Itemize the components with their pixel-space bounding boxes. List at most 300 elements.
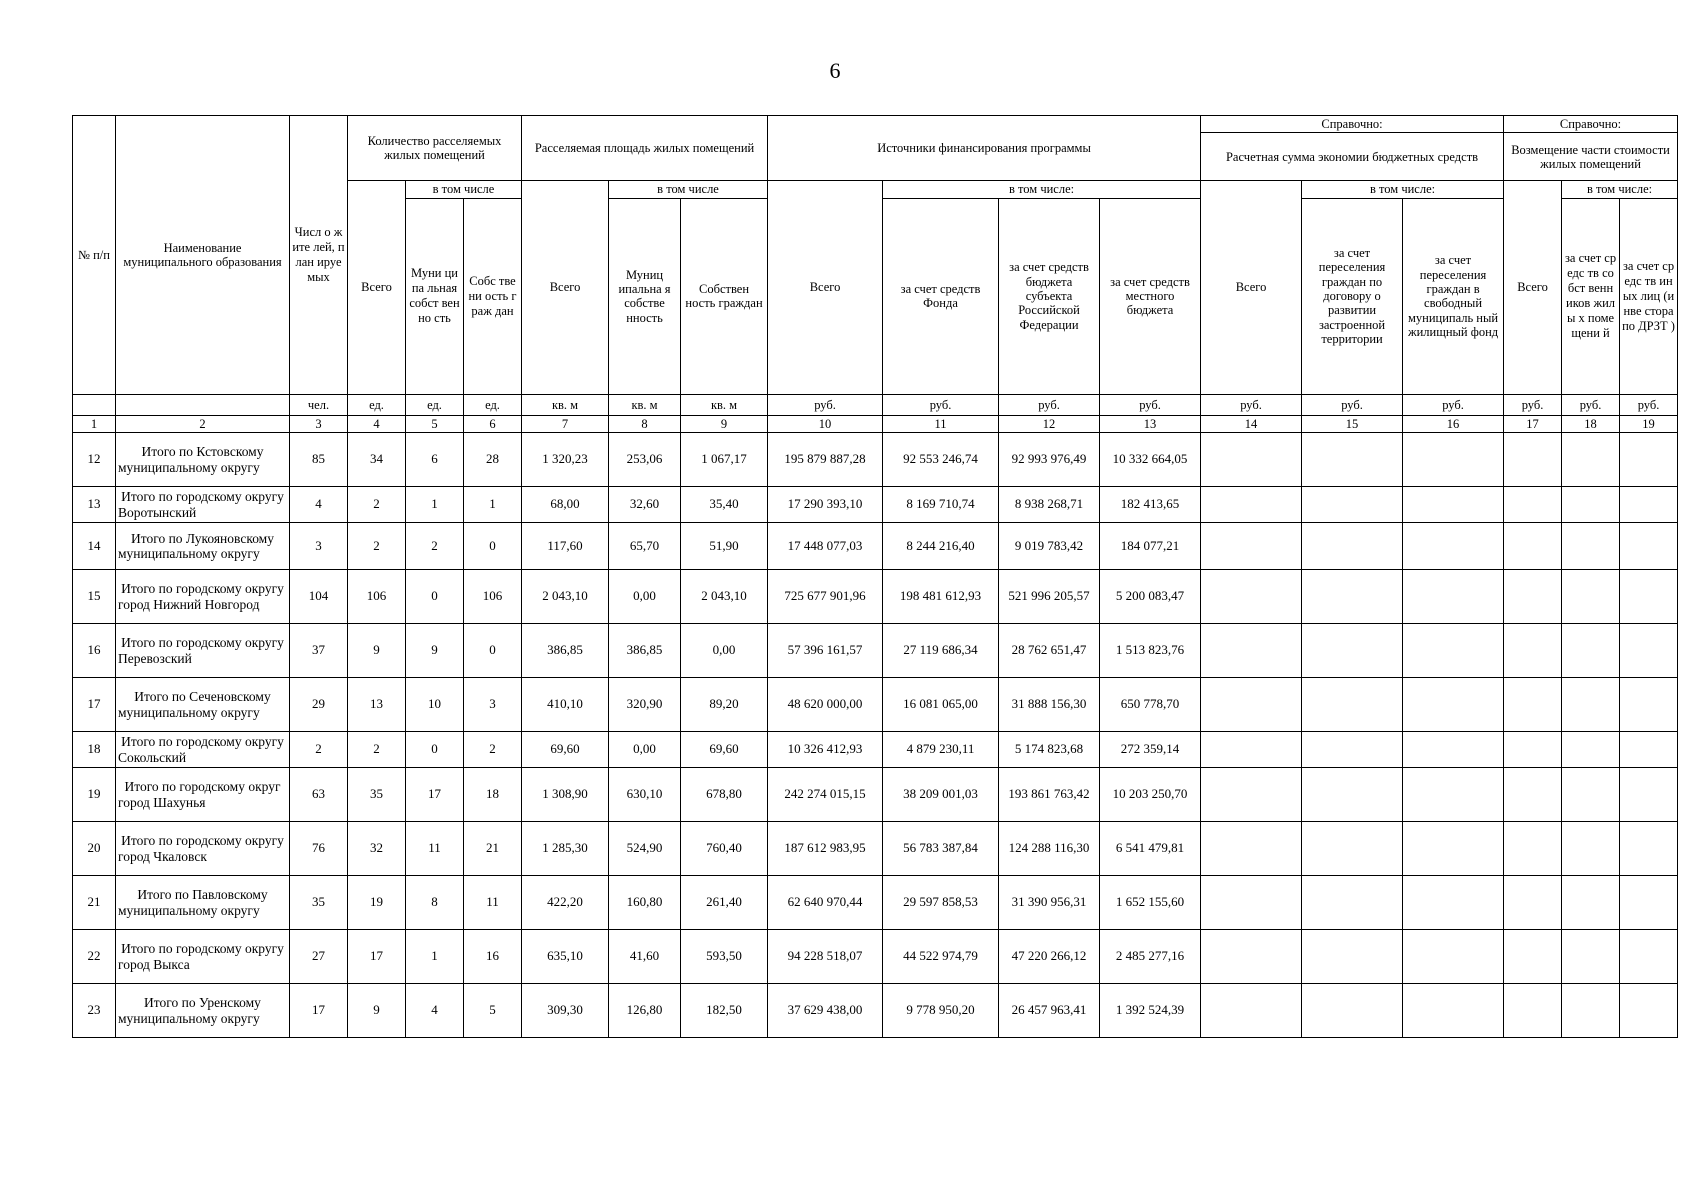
empty-cell-c15 [1302, 433, 1403, 487]
value-cell-c11: 92 553 246,74 [883, 433, 999, 487]
value-cell-c3: 37 [290, 624, 348, 678]
empty-cell-c16 [1403, 732, 1504, 768]
value-cell-c7: 422,20 [522, 876, 609, 930]
value-cell-c12: 26 457 963,41 [999, 984, 1100, 1038]
unit-cell: руб. [1504, 394, 1562, 415]
header-ref2-total: Всего [1504, 181, 1562, 394]
value-cell-c8: 630,10 [609, 768, 681, 822]
empty-cell-c16 [1403, 523, 1504, 570]
value-cell-c5: 6 [406, 433, 464, 487]
value-cell-c9: 69,60 [681, 732, 768, 768]
value-cell-c7: 117,60 [522, 523, 609, 570]
value-cell-c11: 4 879 230,11 [883, 732, 999, 768]
value-cell-c9: 0,00 [681, 624, 768, 678]
empty-cell-c15 [1302, 984, 1403, 1038]
table-row [73, 678, 1678, 732]
unit-cell [116, 394, 290, 415]
value-cell-c13: 10 332 664,05 [1100, 433, 1201, 487]
value-cell-c7: 1 308,90 [522, 768, 609, 822]
empty-cell-c14 [1201, 768, 1302, 822]
value-cell-c13: 6 541 479,81 [1100, 822, 1201, 876]
row-number: 12 [73, 433, 116, 487]
value-cell-c6: 21 [464, 822, 522, 876]
municipality-name: Итого по городскому округу город Чкаловск [116, 822, 290, 876]
value-cell-c10: 242 274 015,15 [768, 768, 883, 822]
empty-cell-c17 [1504, 624, 1562, 678]
empty-cell-c16 [1403, 822, 1504, 876]
value-cell-c9: 35,40 [681, 487, 768, 523]
value-cell-c12: 28 762 651,47 [999, 624, 1100, 678]
unit-cell: кв. м [522, 394, 609, 415]
empty-cell-c18 [1562, 433, 1620, 487]
empty-cell-c16 [1403, 624, 1504, 678]
header-others: за счет средс тв иных лиц (инве стора по ДРЗТ ) [1620, 198, 1678, 394]
empty-cell-c15 [1302, 768, 1403, 822]
value-cell-c5: 0 [406, 570, 464, 624]
table-row [73, 433, 1678, 487]
table-row [73, 570, 1678, 624]
resettlement-table [72, 115, 1678, 1038]
value-cell-c7: 410,10 [522, 678, 609, 732]
value-cell-c3: 85 [290, 433, 348, 487]
empty-cell-c15 [1302, 876, 1403, 930]
value-cell-c9: 678,80 [681, 768, 768, 822]
header-ref1-group: Расчетная сумма экономии бюджетных средств [1201, 133, 1504, 181]
empty-cell-c14 [1201, 930, 1302, 984]
value-cell-c12: 31 888 156,30 [999, 678, 1100, 732]
value-cell-c5: 11 [406, 822, 464, 876]
value-cell-c11: 44 522 974,79 [883, 930, 999, 984]
empty-cell-c14 [1201, 876, 1302, 930]
header-local-budget: за счет средств местного бюджета [1100, 198, 1201, 394]
value-cell-c7: 386,85 [522, 624, 609, 678]
municipality-name: Итого по городскому округу город Нижний Новгород [116, 570, 290, 624]
value-cell-c3: 63 [290, 768, 348, 822]
column-number-cell: 15 [1302, 415, 1403, 432]
value-cell-c11: 8 169 710,74 [883, 487, 999, 523]
value-cell-c10: 37 629 438,00 [768, 984, 883, 1038]
unit-cell: руб. [883, 394, 999, 415]
value-cell-c8: 126,80 [609, 984, 681, 1038]
empty-cell-c19 [1620, 930, 1678, 984]
empty-cell-c14 [1201, 433, 1302, 487]
unit-cell: чел. [290, 394, 348, 415]
value-cell-c10: 725 677 901,96 [768, 570, 883, 624]
row-number: 15 [73, 570, 116, 624]
header-fund: за счет средств Фонда [883, 198, 999, 394]
value-cell-c3: 3 [290, 523, 348, 570]
row-number: 13 [73, 487, 116, 523]
header-resettle-free: за счет переселения граждан в свободный муниципаль ный жилищный фонд [1403, 198, 1504, 394]
value-cell-c9: 760,40 [681, 822, 768, 876]
municipality-name: Итого по городскому округу Сокольский [116, 732, 290, 768]
value-cell-c7: 69,60 [522, 732, 609, 768]
unit-cell: кв. м [681, 394, 768, 415]
value-cell-c11: 29 597 858,53 [883, 876, 999, 930]
column-number-cell: 18 [1562, 415, 1620, 432]
unit-cell: руб. [1302, 394, 1403, 415]
empty-cell-c18 [1562, 876, 1620, 930]
column-number-cell: 9 [681, 415, 768, 432]
empty-cell-c14 [1201, 624, 1302, 678]
value-cell-c6: 11 [464, 876, 522, 930]
municipality-name: Итого по Сеченовскому муниципальному округу [116, 678, 290, 732]
value-cell-c3: 4 [290, 487, 348, 523]
value-cell-c10: 62 640 970,44 [768, 876, 883, 930]
unit-cell: руб. [1403, 394, 1504, 415]
value-cell-c13: 182 413,65 [1100, 487, 1201, 523]
empty-cell-c15 [1302, 822, 1403, 876]
value-cell-c12: 124 288 116,30 [999, 822, 1100, 876]
value-cell-c5: 9 [406, 624, 464, 678]
table-row [73, 624, 1678, 678]
value-cell-c10: 57 396 161,57 [768, 624, 883, 678]
empty-cell-c19 [1620, 876, 1678, 930]
empty-cell-c17 [1504, 876, 1562, 930]
empty-cell-c19 [1620, 822, 1678, 876]
municipality-name: Итого по Кстовскому муниципальному округу [116, 433, 290, 487]
header-area-total: Всего [522, 181, 609, 394]
value-cell-c9: 89,20 [681, 678, 768, 732]
unit-cell [73, 394, 116, 415]
table-row [73, 487, 1678, 523]
row-number: 22 [73, 930, 116, 984]
empty-cell-c17 [1504, 822, 1562, 876]
value-cell-c5: 0 [406, 732, 464, 768]
header-ref1-incl: в том числе: [1302, 181, 1504, 198]
header-resettle-contract: за счет переселения граждан по договору о развитии застроенной территории [1302, 198, 1403, 394]
value-cell-c13: 5 200 083,47 [1100, 570, 1201, 624]
column-number-cell: 5 [406, 415, 464, 432]
value-cell-c8: 320,90 [609, 678, 681, 732]
value-cell-c7: 309,30 [522, 984, 609, 1038]
value-cell-c6: 0 [464, 624, 522, 678]
column-number-cell: 7 [522, 415, 609, 432]
row-number: 14 [73, 523, 116, 570]
value-cell-c6: 0 [464, 523, 522, 570]
value-cell-c3: 2 [290, 732, 348, 768]
value-cell-c13: 1 513 823,76 [1100, 624, 1201, 678]
empty-cell-c19 [1620, 570, 1678, 624]
value-cell-c12: 193 861 763,42 [999, 768, 1100, 822]
value-cell-c12: 9 019 783,42 [999, 523, 1100, 570]
header-residents: Числ о жите лей, план ируе мых [290, 116, 348, 395]
empty-cell-c18 [1562, 984, 1620, 1038]
empty-cell-c16 [1403, 678, 1504, 732]
value-cell-c12: 5 174 823,68 [999, 732, 1100, 768]
empty-cell-c14 [1201, 523, 1302, 570]
header-ref2-top: Справочно: [1504, 116, 1678, 133]
value-cell-c9: 1 067,17 [681, 433, 768, 487]
row-number: 21 [73, 876, 116, 930]
empty-cell-c18 [1562, 768, 1620, 822]
value-cell-c13: 2 485 277,16 [1100, 930, 1201, 984]
header-ref1-total: Всего [1201, 181, 1302, 394]
value-cell-c7: 68,00 [522, 487, 609, 523]
value-cell-c3: 76 [290, 822, 348, 876]
unit-cell: руб. [1620, 394, 1678, 415]
column-number-cell: 8 [609, 415, 681, 432]
empty-cell-c17 [1504, 768, 1562, 822]
empty-cell-c16 [1403, 487, 1504, 523]
header-units-total: Всего [348, 181, 406, 394]
value-cell-c3: 17 [290, 984, 348, 1038]
value-cell-c5: 17 [406, 768, 464, 822]
value-cell-c5: 4 [406, 984, 464, 1038]
empty-cell-c17 [1504, 930, 1562, 984]
header-name: Наименование муниципального образования [116, 116, 290, 395]
header-area-group: Расселяемая площадь жилых помещений [522, 116, 768, 181]
empty-cell-c16 [1403, 984, 1504, 1038]
header-ref2-incl: в том числе: [1562, 181, 1678, 198]
value-cell-c12: 8 938 268,71 [999, 487, 1100, 523]
row-number: 17 [73, 678, 116, 732]
column-number-cell: 10 [768, 415, 883, 432]
column-numbers-row [73, 415, 1678, 432]
value-cell-c6: 3 [464, 678, 522, 732]
value-cell-c8: 386,85 [609, 624, 681, 678]
header-finance-group: Источники финансирования программы [768, 116, 1201, 181]
column-number-cell: 6 [464, 415, 522, 432]
table-row [73, 523, 1678, 570]
empty-cell-c15 [1302, 732, 1403, 768]
value-cell-c10: 17 290 393,10 [768, 487, 883, 523]
empty-cell-c17 [1504, 678, 1562, 732]
value-cell-c13: 10 203 250,70 [1100, 768, 1201, 822]
value-cell-c11: 8 244 216,40 [883, 523, 999, 570]
value-cell-c11: 38 209 001,03 [883, 768, 999, 822]
value-cell-c8: 160,80 [609, 876, 681, 930]
empty-cell-c19 [1620, 433, 1678, 487]
table-row [73, 930, 1678, 984]
value-cell-c11: 27 119 686,34 [883, 624, 999, 678]
header-citizen-area: Собствен ность граждан [681, 198, 768, 394]
value-cell-c3: 104 [290, 570, 348, 624]
municipality-name: Итого по городскому округу Перевозский [116, 624, 290, 678]
value-cell-c8: 0,00 [609, 732, 681, 768]
empty-cell-c18 [1562, 570, 1620, 624]
value-cell-c11: 56 783 387,84 [883, 822, 999, 876]
value-cell-c3: 35 [290, 876, 348, 930]
value-cell-c5: 1 [406, 487, 464, 523]
row-number: 19 [73, 768, 116, 822]
empty-cell-c15 [1302, 678, 1403, 732]
value-cell-c3: 29 [290, 678, 348, 732]
header-muni-area: Муниц ипальна я собстве нность [609, 198, 681, 394]
value-cell-c4: 2 [348, 523, 406, 570]
unit-cell: ед. [348, 394, 406, 415]
row-number: 23 [73, 984, 116, 1038]
empty-cell-c14 [1201, 984, 1302, 1038]
value-cell-c8: 32,60 [609, 487, 681, 523]
empty-cell-c15 [1302, 523, 1403, 570]
empty-cell-c15 [1302, 930, 1403, 984]
municipality-name: Итого по Лукояновскому муниципальному округу [116, 523, 290, 570]
value-cell-c6: 16 [464, 930, 522, 984]
empty-cell-c19 [1620, 487, 1678, 523]
empty-cell-c15 [1302, 570, 1403, 624]
header-units-count-group: Количество расселяемых жилых помещений [348, 116, 522, 181]
empty-cell-c14 [1201, 570, 1302, 624]
row-number: 18 [73, 732, 116, 768]
value-cell-c9: 593,50 [681, 930, 768, 984]
empty-cell-c18 [1562, 624, 1620, 678]
empty-cell-c17 [1504, 523, 1562, 570]
column-number-cell: 12 [999, 415, 1100, 432]
value-cell-c4: 9 [348, 984, 406, 1038]
value-cell-c13: 650 778,70 [1100, 678, 1201, 732]
unit-cell: руб. [999, 394, 1100, 415]
column-number-cell: 2 [116, 415, 290, 432]
empty-cell-c14 [1201, 732, 1302, 768]
column-number-cell: 14 [1201, 415, 1302, 432]
empty-cell-c19 [1620, 984, 1678, 1038]
empty-cell-c17 [1504, 487, 1562, 523]
value-cell-c10: 10 326 412,93 [768, 732, 883, 768]
value-cell-c12: 31 390 956,31 [999, 876, 1100, 930]
value-cell-c4: 2 [348, 487, 406, 523]
value-cell-c5: 2 [406, 523, 464, 570]
header-subject-budget: за счет средств бюджета субъекта Российской Федерации [999, 198, 1100, 394]
empty-cell-c16 [1403, 433, 1504, 487]
value-cell-c5: 1 [406, 930, 464, 984]
value-cell-c9: 182,50 [681, 984, 768, 1038]
value-cell-c5: 8 [406, 876, 464, 930]
value-cell-c12: 47 220 266,12 [999, 930, 1100, 984]
unit-cell: руб. [768, 394, 883, 415]
empty-cell-c19 [1620, 624, 1678, 678]
municipality-name: Итого по городскому округу город Выкса [116, 930, 290, 984]
empty-cell-c16 [1403, 930, 1504, 984]
value-cell-c9: 2 043,10 [681, 570, 768, 624]
empty-cell-c19 [1620, 768, 1678, 822]
value-cell-c8: 65,70 [609, 523, 681, 570]
empty-cell-c17 [1504, 433, 1562, 487]
page-number: 6 [829, 58, 841, 83]
unit-cell: ед. [464, 394, 522, 415]
table-row [73, 876, 1678, 930]
municipality-name: Итого по городскому округ город Шахунья [116, 768, 290, 822]
municipality-name: Итого по городскому округу Воротынский [116, 487, 290, 523]
value-cell-c11: 198 481 612,93 [883, 570, 999, 624]
header-area-incl: в том числе [609, 181, 768, 198]
empty-cell-c18 [1562, 678, 1620, 732]
value-cell-c9: 51,90 [681, 523, 768, 570]
column-number-cell: 11 [883, 415, 999, 432]
unit-cell: кв. м [609, 394, 681, 415]
empty-cell-c14 [1201, 487, 1302, 523]
value-cell-c6: 28 [464, 433, 522, 487]
empty-cell-c16 [1403, 570, 1504, 624]
header-finance-total: Всего [768, 181, 883, 394]
value-cell-c7: 1 285,30 [522, 822, 609, 876]
value-cell-c4: 9 [348, 624, 406, 678]
header-muni-ownership: Муни ципа льная собст венно сть [406, 198, 464, 394]
table-row [73, 984, 1678, 1038]
value-cell-c13: 1 392 524,39 [1100, 984, 1201, 1038]
value-cell-c6: 2 [464, 732, 522, 768]
table-row [73, 822, 1678, 876]
unit-cell: руб. [1100, 394, 1201, 415]
value-cell-c7: 2 043,10 [522, 570, 609, 624]
header-units-incl: в том числе [406, 181, 522, 198]
table-row [73, 732, 1678, 768]
empty-cell-c19 [1620, 732, 1678, 768]
value-cell-c5: 10 [406, 678, 464, 732]
row-number: 20 [73, 822, 116, 876]
empty-cell-c15 [1302, 624, 1403, 678]
value-cell-c6: 5 [464, 984, 522, 1038]
value-cell-c10: 17 448 077,03 [768, 523, 883, 570]
empty-cell-c14 [1201, 678, 1302, 732]
value-cell-c8: 524,90 [609, 822, 681, 876]
row-number: 16 [73, 624, 116, 678]
value-cell-c4: 106 [348, 570, 406, 624]
value-cell-c4: 34 [348, 433, 406, 487]
value-cell-c13: 1 652 155,60 [1100, 876, 1201, 930]
value-cell-c4: 13 [348, 678, 406, 732]
unit-cell: руб. [1562, 394, 1620, 415]
column-number-cell: 17 [1504, 415, 1562, 432]
table-body [73, 433, 1678, 1038]
municipality-name: Итого по Павловскому муниципальному округу [116, 876, 290, 930]
municipality-name: Итого по Уренскому муниципальному округу [116, 984, 290, 1038]
value-cell-c8: 41,60 [609, 930, 681, 984]
value-cell-c3: 27 [290, 930, 348, 984]
header-ref1-top: Справочно: [1201, 116, 1504, 133]
column-number-cell: 1 [73, 415, 116, 432]
value-cell-c13: 272 359,14 [1100, 732, 1201, 768]
value-cell-c8: 253,06 [609, 433, 681, 487]
empty-cell-c16 [1403, 876, 1504, 930]
table-header [73, 116, 1678, 433]
empty-cell-c16 [1403, 768, 1504, 822]
value-cell-c7: 635,10 [522, 930, 609, 984]
value-cell-c4: 2 [348, 732, 406, 768]
empty-cell-c18 [1562, 822, 1620, 876]
value-cell-c12: 521 996 205,57 [999, 570, 1100, 624]
empty-cell-c18 [1562, 930, 1620, 984]
empty-cell-c19 [1620, 678, 1678, 732]
value-cell-c9: 261,40 [681, 876, 768, 930]
column-number-cell: 3 [290, 415, 348, 432]
value-cell-c4: 17 [348, 930, 406, 984]
value-cell-c4: 19 [348, 876, 406, 930]
empty-cell-c18 [1562, 523, 1620, 570]
value-cell-c6: 106 [464, 570, 522, 624]
empty-cell-c17 [1504, 570, 1562, 624]
header-citizen-ownership: Собс твени ость граж дан [464, 198, 522, 394]
value-cell-c7: 1 320,23 [522, 433, 609, 487]
empty-cell-c18 [1562, 487, 1620, 523]
value-cell-c6: 18 [464, 768, 522, 822]
header-num: № п/п [73, 116, 116, 395]
empty-cell-c14 [1201, 822, 1302, 876]
value-cell-c10: 187 612 983,95 [768, 822, 883, 876]
column-number-cell: 19 [1620, 415, 1678, 432]
empty-cell-c18 [1562, 732, 1620, 768]
empty-cell-c17 [1504, 732, 1562, 768]
value-cell-c4: 35 [348, 768, 406, 822]
value-cell-c10: 48 620 000,00 [768, 678, 883, 732]
value-cell-c11: 16 081 065,00 [883, 678, 999, 732]
value-cell-c13: 184 077,21 [1100, 523, 1201, 570]
header-finance-incl: в том числе: [883, 181, 1201, 198]
empty-cell-c17 [1504, 984, 1562, 1038]
column-number-cell: 16 [1403, 415, 1504, 432]
header-ref2-group: Возмещение части стоимости жилых помещений [1504, 133, 1678, 181]
column-number-cell: 4 [348, 415, 406, 432]
